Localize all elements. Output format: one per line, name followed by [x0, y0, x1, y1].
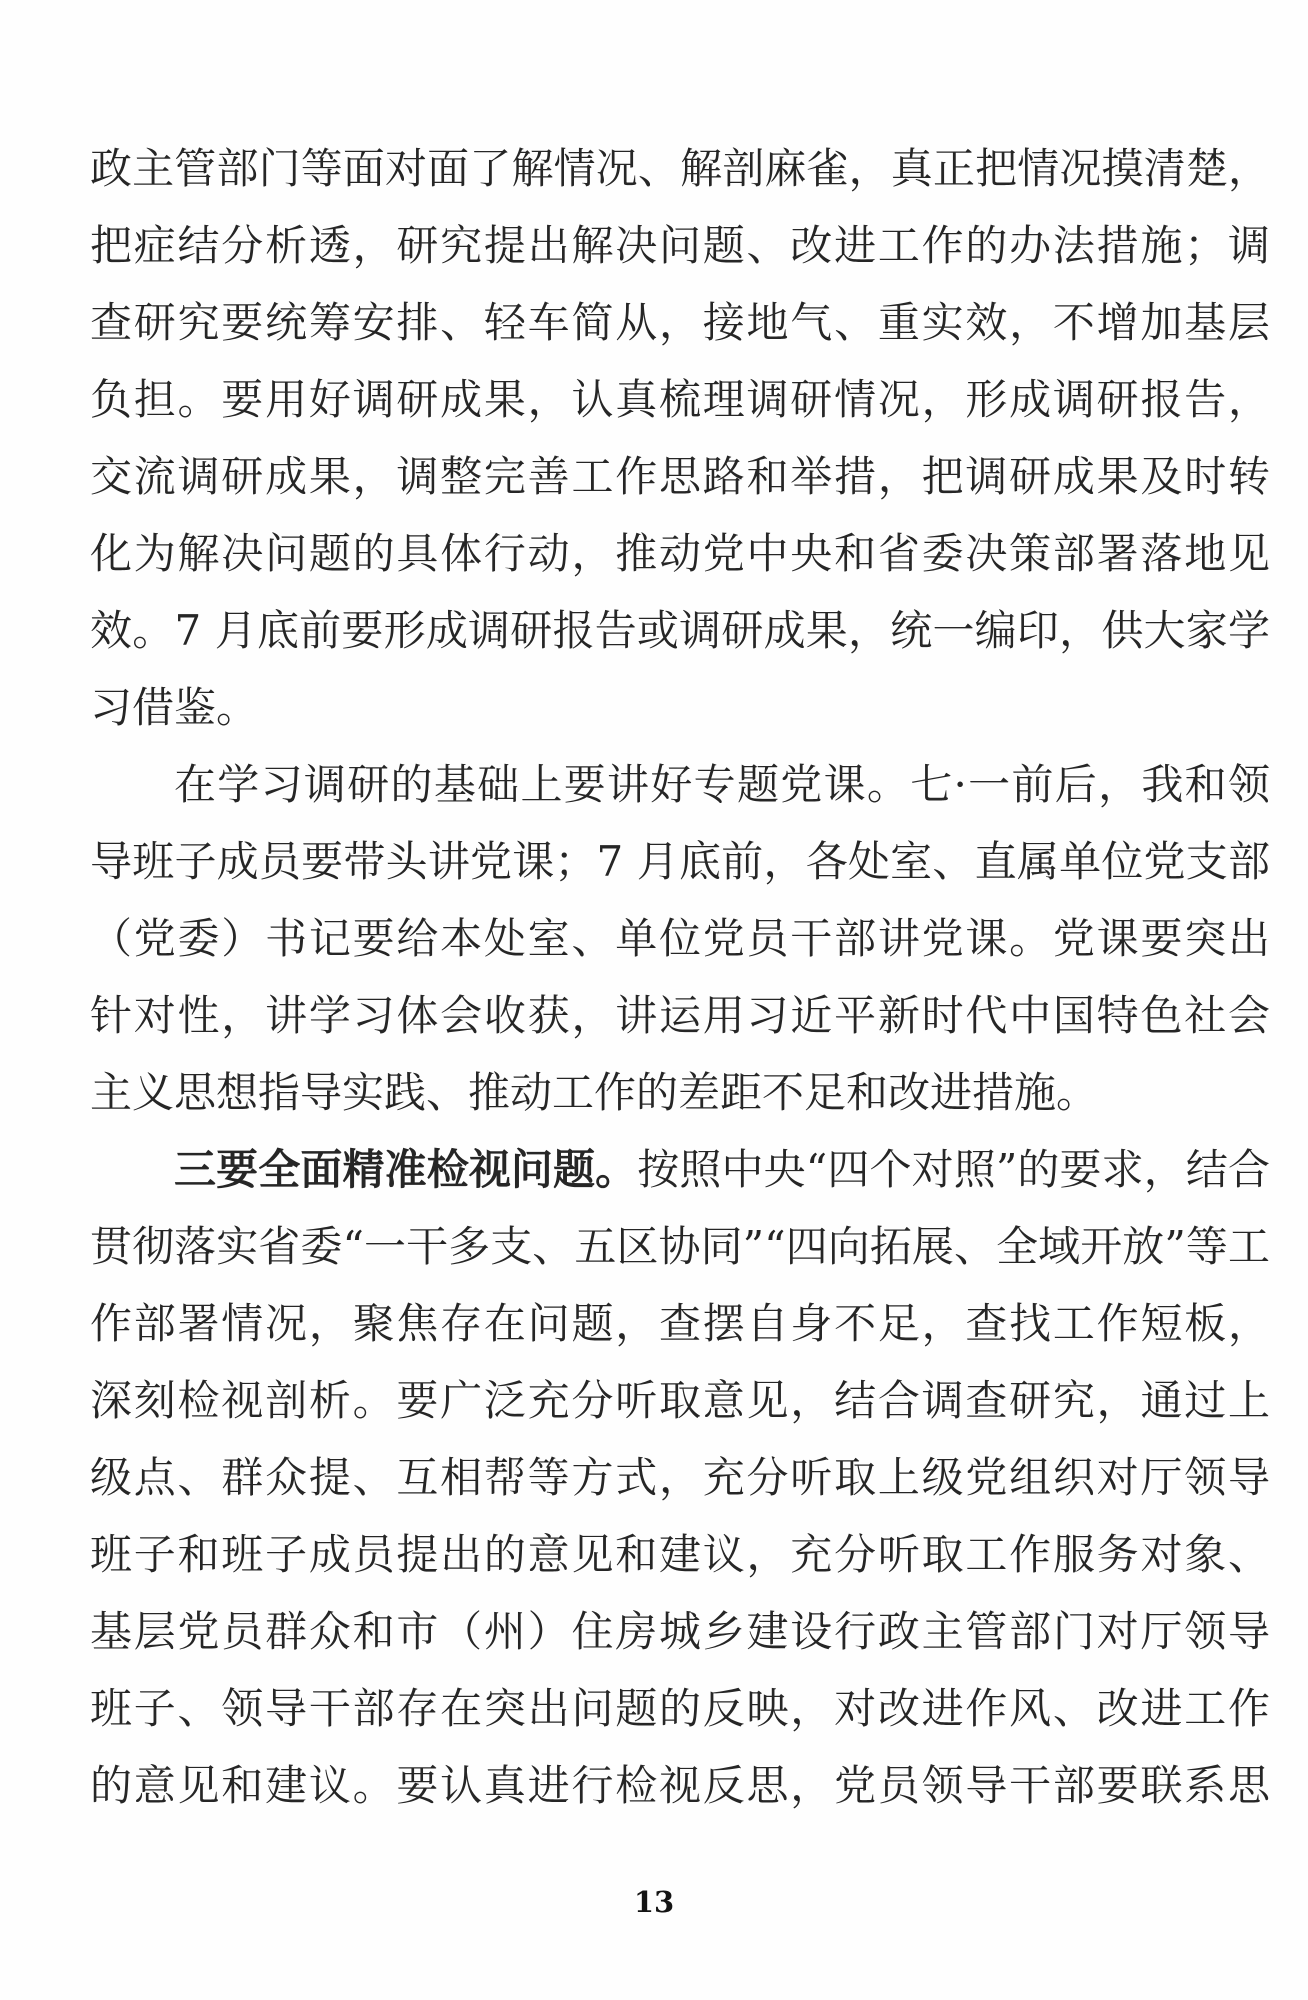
text-line — [90, 977, 1270, 1054]
text-segment: 效。7 月底前要形成调研报告或调研成果，统一编印，供大家学 — [90, 606, 1270, 655]
text-line — [90, 1054, 1270, 1131]
text-line — [90, 1208, 1270, 1285]
text-segment: 查研究要统筹安排、轻车简从，接地气、重实效，不增加基层 — [90, 298, 1270, 347]
text-line — [90, 746, 1270, 823]
text-line — [90, 669, 1270, 746]
text-line — [90, 900, 1270, 977]
text-line — [90, 823, 1270, 900]
text-segment: 的意见和建议。要认真进行检视反思，党员领导干部要联系思 — [90, 1761, 1270, 1810]
text-line — [90, 1439, 1270, 1516]
text-segment: 班子、领导干部存在突出问题的反映，对改进作风、改进工作 — [90, 1684, 1270, 1733]
text-line — [90, 1362, 1270, 1439]
text-segment: 导班子成员要带头讲党课；7 月底前，各处室、直属单位党支部 — [90, 837, 1270, 886]
text-line — [90, 1516, 1270, 1593]
text-segment: 主义思想指导实践、推动工作的差距不足和改进措施。 — [90, 1068, 1099, 1117]
text-line — [90, 1747, 1270, 1824]
text-segment: 按照中央“四个对照”的要求，结合 — [637, 1145, 1270, 1194]
text-segment: 针对性，讲学习体会收获，讲运用习近平新时代中国特色社会 — [90, 991, 1270, 1040]
text-block — [90, 130, 1270, 1824]
text-segment: 深刻检视剖析。要广泛充分听取意见，结合调查研究，通过上 — [90, 1376, 1270, 1425]
text-segment: 负担。要用好调研成果，认真梳理调研情况，形成调研报告， — [90, 375, 1270, 424]
text-line — [90, 1131, 1270, 1208]
bold-emphasis-text: 三要全面精准检视问题。 — [174, 1145, 638, 1194]
text-line — [90, 1670, 1270, 1747]
text-line — [90, 1593, 1270, 1670]
text-segment: 级点、群众提、互相帮等方式，充分听取上级党组织对厅领导 — [90, 1453, 1270, 1502]
text-segment: 贯彻落实省委“一干多支、五区协同”“四向拓展、全域开放”等工 — [90, 1222, 1270, 1271]
text-line — [90, 284, 1270, 361]
text-segment: 习借鉴。 — [90, 683, 259, 732]
text-segment: 作部署情况，聚焦存在问题，查摆自身不足，查找工作短板， — [90, 1299, 1270, 1348]
text-segment: 班子和班子成员提出的意见和建议，充分听取工作服务对象、 — [90, 1530, 1270, 1579]
text-segment: 基层党员群众和市（州）住房城乡建设行政主管部门对厅领导 — [90, 1607, 1270, 1656]
text-line — [90, 130, 1270, 207]
text-line — [90, 361, 1270, 438]
text-line — [90, 207, 1270, 284]
text-segment: 化为解决问题的具体行动，推动党中央和省委决策部署落地见 — [90, 529, 1270, 578]
text-segment: 交流调研成果，调整完善工作思路和举措，把调研成果及时转 — [90, 452, 1270, 501]
text-line — [90, 438, 1270, 515]
text-segment: （党委）书记要给本处室、单位党员干部讲党课。党课要突出 — [90, 914, 1270, 963]
text-line — [90, 1285, 1270, 1362]
text-segment: 政主管部门等面对面了解情况、解剖麻雀，真正把情况摸清楚， — [90, 144, 1270, 193]
page-number: 13 — [633, 1885, 675, 1919]
text-segment: 在学习调研的基础上要讲好专题党课。七·一前后，我和领 — [174, 760, 1270, 809]
text-line — [90, 592, 1270, 669]
text-line — [90, 515, 1270, 592]
text-segment: 把症结分析透，研究提出解决问题、改进工作的办法措施；调 — [90, 221, 1270, 270]
